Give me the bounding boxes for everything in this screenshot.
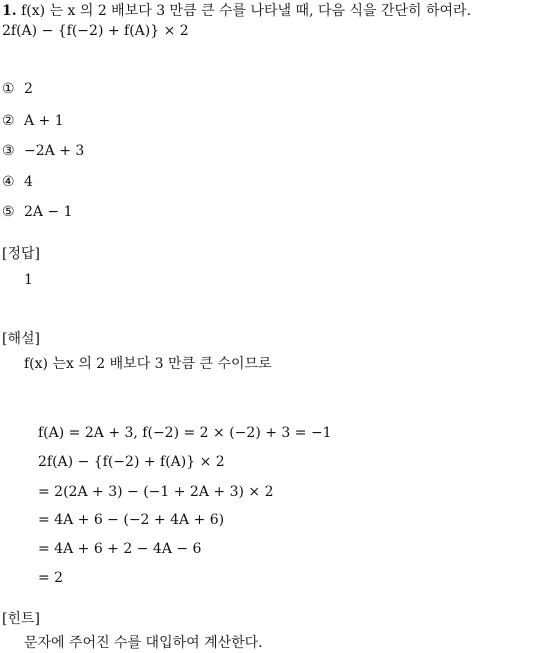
option-4-symbol: ④: [2, 174, 15, 190]
option-4[interactable]: [2, 173, 33, 191]
explanation-step: = 4A + 6 − (−2 + 4A + 6): [38, 512, 225, 528]
option-1-text: 2: [24, 81, 33, 97]
question-expression: 2f(A) − {f(−2) + f(A)} × 2: [2, 23, 189, 39]
option-2[interactable]: [2, 112, 64, 130]
option-5-text: 2A − 1: [24, 204, 73, 220]
option-5[interactable]: [2, 203, 73, 221]
explanation-step: 2f(A) − {f(−2) + f(A)} × 2: [38, 454, 225, 470]
explanation-step: = 2(2A + 3) − (−1 + 2A + 3) × 2: [38, 484, 274, 500]
option-5-symbol: ⑤: [2, 204, 15, 220]
option-1-symbol: ①: [2, 81, 15, 97]
explanation-step: f(A) = 2A + 3, f(−2) = 2 × (−2) + 3 = −1: [38, 425, 332, 441]
option-4-text: 4: [24, 174, 33, 190]
explanation-intro: f(x) 는x 의 2 배보다 3 만큼 큰 수이므로: [24, 356, 272, 372]
option-3-text: −2A + 3: [24, 143, 85, 159]
question-line: [2, 2, 471, 20]
explanation-step: = 4A + 6 + 2 − 4A − 6: [38, 541, 202, 557]
question-number: 1.: [2, 3, 17, 19]
hint-text: 문자에 주어진 수를 대입하여 계산한다.: [24, 635, 263, 651]
option-2-symbol: ②: [2, 113, 15, 129]
explanation-step: = 2: [38, 570, 64, 586]
answer-value: 1: [24, 272, 33, 288]
question-text: f(x) 는 x 의 2 배보다 3 만큼 큰 수를 나타낼 때, 다음 식을 간단히 하여라.: [21, 3, 472, 19]
explanation-label: [해설]: [2, 331, 40, 347]
option-3[interactable]: [2, 142, 84, 160]
option-1[interactable]: [2, 80, 33, 98]
hint-label: [힌트]: [2, 611, 40, 627]
answer-label: [정답]: [2, 246, 40, 262]
option-3-symbol: ③: [2, 143, 15, 159]
option-2-text: A + 1: [24, 113, 64, 129]
